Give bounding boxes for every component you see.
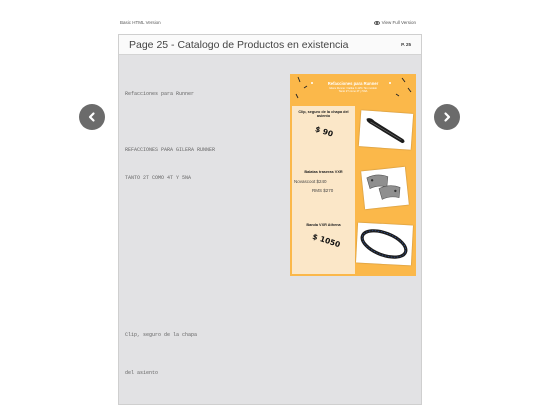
ad-item-title: Banda VXR Athena bbox=[306, 223, 341, 227]
ad-price-panel bbox=[292, 106, 355, 274]
ad-item-price: RMS $270 bbox=[312, 188, 334, 193]
brake-pads-photo bbox=[361, 167, 409, 209]
catalog-ad-image bbox=[290, 74, 416, 276]
basic-html-version-link[interactable]: Basic HTML Version bbox=[120, 20, 161, 25]
ad-item-price: Novascoot $240 bbox=[294, 179, 327, 184]
ad-subtitle-line: Tanto 2T como 4T y 5NA bbox=[338, 90, 368, 94]
text-line: Refacciones para Runner bbox=[125, 91, 195, 97]
chevron-right-icon bbox=[441, 111, 453, 123]
seat-clip-photo bbox=[359, 110, 413, 150]
ad-item-price: $ 90 bbox=[314, 124, 335, 139]
drive-belt-photo bbox=[356, 223, 413, 266]
page-number: P. 25 bbox=[401, 42, 411, 47]
ad-item-title: Balatas traseras VXR bbox=[304, 170, 343, 174]
page-header bbox=[119, 35, 421, 55]
ad-header bbox=[290, 74, 416, 106]
text-line: Clip, seguro de la chapa bbox=[125, 332, 198, 338]
ad-subtitle bbox=[290, 87, 416, 93]
ad-item-title: Clip, seguro de la chapa del asiento bbox=[298, 110, 349, 118]
chevron-left-icon bbox=[86, 111, 98, 123]
ad-subtitle-line: Gilera Runner / Italika X-125 / Sin modelo bbox=[329, 87, 377, 90]
view-full-version-link[interactable] bbox=[374, 20, 416, 25]
next-page-button[interactable] bbox=[434, 104, 460, 130]
view-full-version-label: View Full Version bbox=[381, 20, 416, 25]
page-title: Page 25 - Catalogo de Productos en existencia bbox=[129, 38, 349, 51]
eye-icon bbox=[374, 21, 380, 25]
previous-page-button[interactable] bbox=[79, 104, 105, 130]
text-line: REFACCIONES PARA GILERA RUNNER bbox=[125, 147, 216, 153]
ad-item-price: $ 1050 bbox=[311, 231, 342, 250]
text-line: TANTO 2T COMO 4T Y 5NA bbox=[125, 175, 192, 181]
document-page bbox=[118, 34, 422, 405]
ad-title: Refacciones para Runner bbox=[327, 81, 379, 86]
text-line: del asiento bbox=[125, 370, 159, 376]
